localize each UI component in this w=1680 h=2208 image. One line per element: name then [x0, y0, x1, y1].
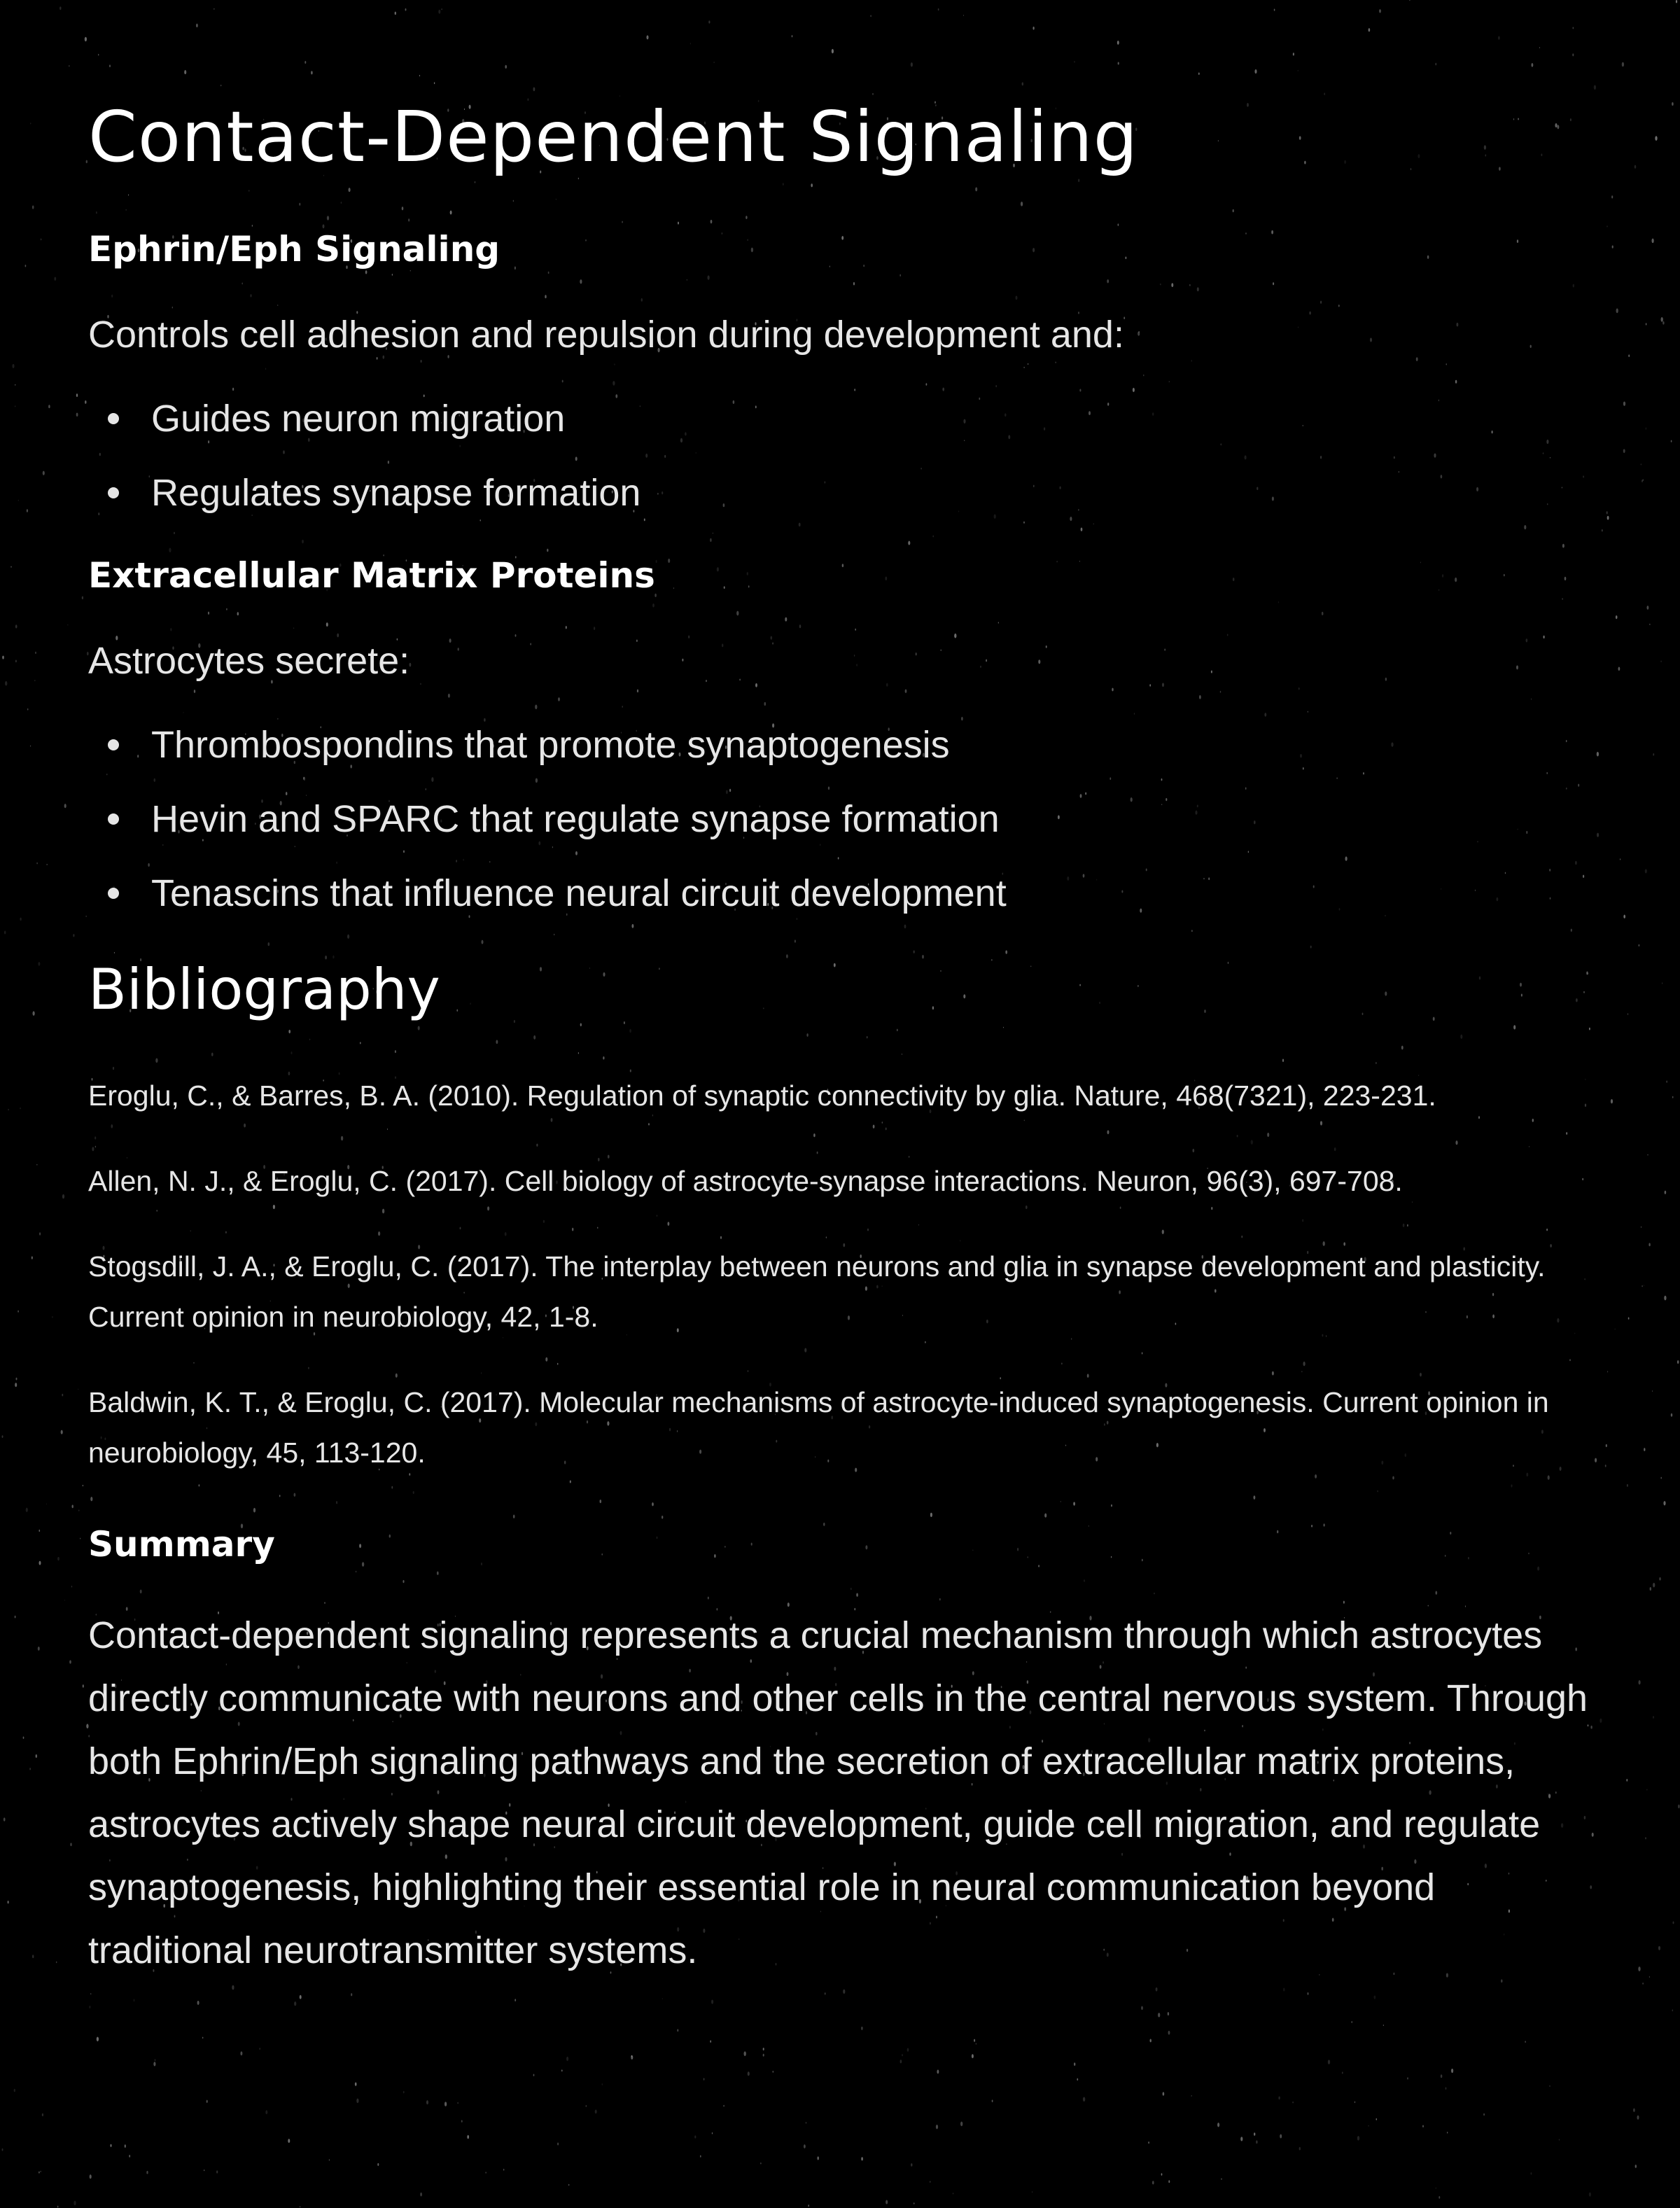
star-speck	[1438, 2196, 1440, 2199]
star-speck	[514, 1999, 516, 2001]
star-speck	[1328, 2060, 1330, 2064]
star-speck	[937, 2069, 939, 2074]
star-speck	[1447, 2132, 1448, 2134]
star-speck	[1368, 2125, 1369, 2127]
list-item: Regulates synapse formation	[151, 456, 1592, 530]
star-speck	[467, 2135, 469, 2139]
star-speck	[329, 2159, 330, 2161]
star-speck	[1141, 2006, 1143, 2011]
star-speck	[711, 1999, 713, 2004]
star-speck	[240, 2051, 242, 2055]
star-speck	[1168, 2012, 1169, 2015]
star-speck	[533, 2074, 535, 2076]
star-speck	[1163, 2092, 1165, 2095]
star-speck	[1635, 2165, 1637, 2168]
star-speck	[2, 2148, 4, 2151]
star-speck	[602, 2083, 603, 2085]
star-speck	[42, 2113, 43, 2116]
star-speck	[936, 2125, 938, 2129]
star-speck	[461, 2120, 463, 2122]
star-speck	[1168, 2180, 1170, 2183]
summary-section	[88, 1520, 1592, 1982]
star-speck	[38, 2172, 40, 2174]
star-speck	[134, 1999, 135, 2001]
star-speck	[804, 2144, 806, 2148]
star-speck	[763, 2054, 764, 2057]
star-speck	[817, 2156, 819, 2160]
star-speck	[1240, 2137, 1242, 2141]
star-speck	[355, 2082, 357, 2085]
star-speck	[825, 1992, 826, 1994]
star-speck	[90, 1993, 91, 1994]
star-speck	[974, 2039, 975, 2042]
star-speck	[861, 2027, 863, 2030]
section-extracellular-matrix	[88, 551, 1592, 930]
star-speck	[1383, 2025, 1384, 2026]
list-item: Guides neuron migration	[151, 382, 1592, 456]
star-speck	[1308, 1992, 1309, 1995]
star-speck	[700, 2155, 701, 2157]
star-speck	[1150, 2039, 1152, 2043]
star-speck	[900, 2060, 902, 2063]
star-speck	[97, 2036, 99, 2041]
star-speck	[763, 2048, 764, 2050]
star-speck	[202, 2037, 203, 2039]
star-speck	[197, 2001, 200, 2005]
star-speck	[744, 2051, 746, 2056]
star-speck	[1376, 2118, 1377, 2120]
section-intro: Astrocytes secrete:	[88, 640, 410, 682]
star-speck	[1407, 2077, 1408, 2079]
star-speck	[557, 2142, 559, 2145]
star-speck	[843, 1990, 845, 1994]
star-speck	[595, 2109, 597, 2113]
star-speck	[265, 2110, 267, 2114]
star-speck	[561, 2069, 562, 2071]
page-title: Contact-Dependent Signaling	[88, 96, 1139, 178]
star-speck	[232, 1985, 234, 1990]
list-item: Hevin and SPARC that regulate synapse formation	[151, 782, 1592, 856]
star-speck	[911, 2163, 912, 2167]
star-speck	[960, 2121, 962, 2126]
star-speck	[723, 2105, 724, 2107]
star-speck	[420, 2193, 422, 2197]
star-speck	[403, 2091, 405, 2094]
star-speck	[110, 2144, 111, 2147]
star-speck	[1441, 2074, 1442, 2078]
star-speck	[1191, 2095, 1192, 2097]
star-speck	[300, 1995, 302, 1999]
star-speck	[760, 2162, 761, 2165]
star-speck	[1589, 2193, 1591, 2197]
star-speck	[1451, 2069, 1453, 2073]
star-speck	[1483, 2113, 1485, 2116]
star-speck	[1531, 2172, 1532, 2175]
section-intro: Controls cell adhesion and repulsion during development and:	[88, 314, 1124, 356]
star-speck	[1074, 2062, 1075, 2066]
star-speck	[1161, 2173, 1163, 2175]
star-speck	[972, 2054, 974, 2058]
star-speck	[861, 2157, 863, 2160]
star-speck	[1283, 1988, 1284, 1992]
star-speck	[907, 2048, 909, 2051]
star-speck	[1077, 2078, 1078, 2081]
star-speck	[631, 2055, 633, 2060]
section-ephrin-eph	[88, 225, 1592, 530]
star-speck	[992, 2099, 993, 2102]
section-heading: Ephrin/Eph Signaling	[88, 229, 500, 270]
star-speck	[351, 1993, 352, 1996]
section-heading: Extracellular Matrix Proteins	[88, 555, 655, 596]
bullet-list	[88, 708, 1592, 930]
star-speck	[568, 2184, 569, 2186]
star-speck	[125, 2144, 126, 2148]
star-speck	[1642, 1983, 1643, 1985]
star-speck	[294, 2001, 296, 2006]
star-speck	[1672, 2009, 1673, 2011]
reference-entry: Eroglu, C., & Barres, B. A. (2010). Regulation of synaptic connectivity by glia. Nature, 468(7321), 223-231.	[88, 1079, 1436, 1112]
summary-text: Contact-dependent signaling represents a crucial mechanism through which astrocytes directly communicate with neurons and other cells in the central nervous system. Through both Ephrin/Eph signaling pathways and the secretion of extracellular matrix proteins, astrocytes actively shape neural circuit development, guide cell migration, and regulate synaptogenesis, highlighting their essential role in neural communication beyond traditional neurotransmitter systems.	[88, 1614, 1588, 1971]
star-speck	[913, 2202, 914, 2204]
reference-entry: Stogsdill, J. A., & Eroglu, C. (2017). The interplay between neurons and glia in synapse development and plasticity. Current opinion in neurobiology, 42, 1-8.	[88, 1250, 1546, 1333]
bibliography-section	[88, 951, 1592, 1478]
star-speck	[503, 2169, 504, 2171]
star-speck	[1221, 2178, 1222, 2179]
star-speck	[14, 2089, 15, 2092]
star-speck	[153, 2062, 155, 2066]
star-speck	[1156, 1987, 1158, 1992]
star-speck	[74, 2201, 76, 2206]
star-speck	[662, 1998, 663, 1999]
list-item: Tenascins that influence neural circuit development	[151, 856, 1592, 930]
reference-entry: Baldwin, K. T., & Eroglu, C. (2017). Molecular mechanisms of astrocyte-induced synaptogenesis. Current opinion in neurobiology, 45, 113-120.	[88, 1386, 1549, 1469]
star-speck	[1152, 2181, 1154, 2184]
star-speck	[1422, 2125, 1424, 2127]
star-speck	[748, 2071, 750, 2076]
bullet-list	[88, 382, 1592, 530]
star-speck	[155, 2059, 156, 2061]
star-speck	[677, 2029, 678, 2032]
star-speck	[1217, 2123, 1219, 2127]
star-speck	[216, 2170, 218, 2173]
star-speck	[444, 2102, 447, 2106]
star-speck	[129, 2155, 130, 2158]
star-speck	[146, 2171, 148, 2174]
star-speck	[1292, 2102, 1293, 2104]
star-speck	[377, 2163, 379, 2166]
star-speck	[1559, 2139, 1560, 2141]
star-speck	[808, 2204, 809, 2207]
star-speck	[1158, 2013, 1160, 2017]
star-speck	[886, 2200, 888, 2204]
star-speck	[1254, 2132, 1255, 2136]
star-speck	[259, 2048, 260, 2050]
star-speck	[1148, 2141, 1149, 2144]
star-speck	[206, 2100, 208, 2103]
star-speck	[89, 2006, 90, 2008]
star-speck	[356, 2099, 358, 2104]
star-speck	[90, 2174, 92, 2179]
star-speck	[1357, 2136, 1359, 2141]
star-speck	[712, 2132, 713, 2134]
list-item: Thrombospondins that promote synaptogenesis	[151, 708, 1592, 782]
star-speck	[1256, 2140, 1257, 2144]
reference-entry: Allen, N. J., & Eroglu, C. (2017). Cell biology of astrocyte-synapse interactions. Neuron, 96(3), 697-708.	[88, 1165, 1403, 1197]
star-speck	[1278, 2097, 1280, 2100]
star-speck	[288, 2139, 290, 2143]
bibliography-heading: Bibliography	[88, 957, 440, 1022]
star-speck	[1374, 1995, 1376, 1999]
star-speck	[710, 2040, 711, 2042]
star-speck	[586, 2105, 587, 2107]
star-speck	[1446, 2087, 1447, 2090]
star-speck	[57, 2206, 59, 2208]
star-speck	[1280, 2134, 1282, 2139]
star-speck	[902, 2054, 903, 2056]
star-speck	[1168, 2031, 1170, 2035]
star-speck	[426, 2100, 428, 2104]
star-speck	[694, 2135, 696, 2138]
star-speck	[704, 2078, 705, 2080]
star-speck	[566, 2057, 568, 2061]
star-speck	[1299, 2147, 1301, 2151]
star-speck	[773, 2071, 774, 2073]
star-speck	[1354, 2101, 1355, 2103]
star-speck	[1342, 2071, 1343, 2074]
star-speck	[1633, 2109, 1635, 2112]
star-speck	[1083, 2097, 1085, 2102]
star-speck	[1637, 2116, 1639, 2120]
summary-heading: Summary	[88, 1524, 275, 1565]
star-speck	[1549, 2085, 1550, 2087]
